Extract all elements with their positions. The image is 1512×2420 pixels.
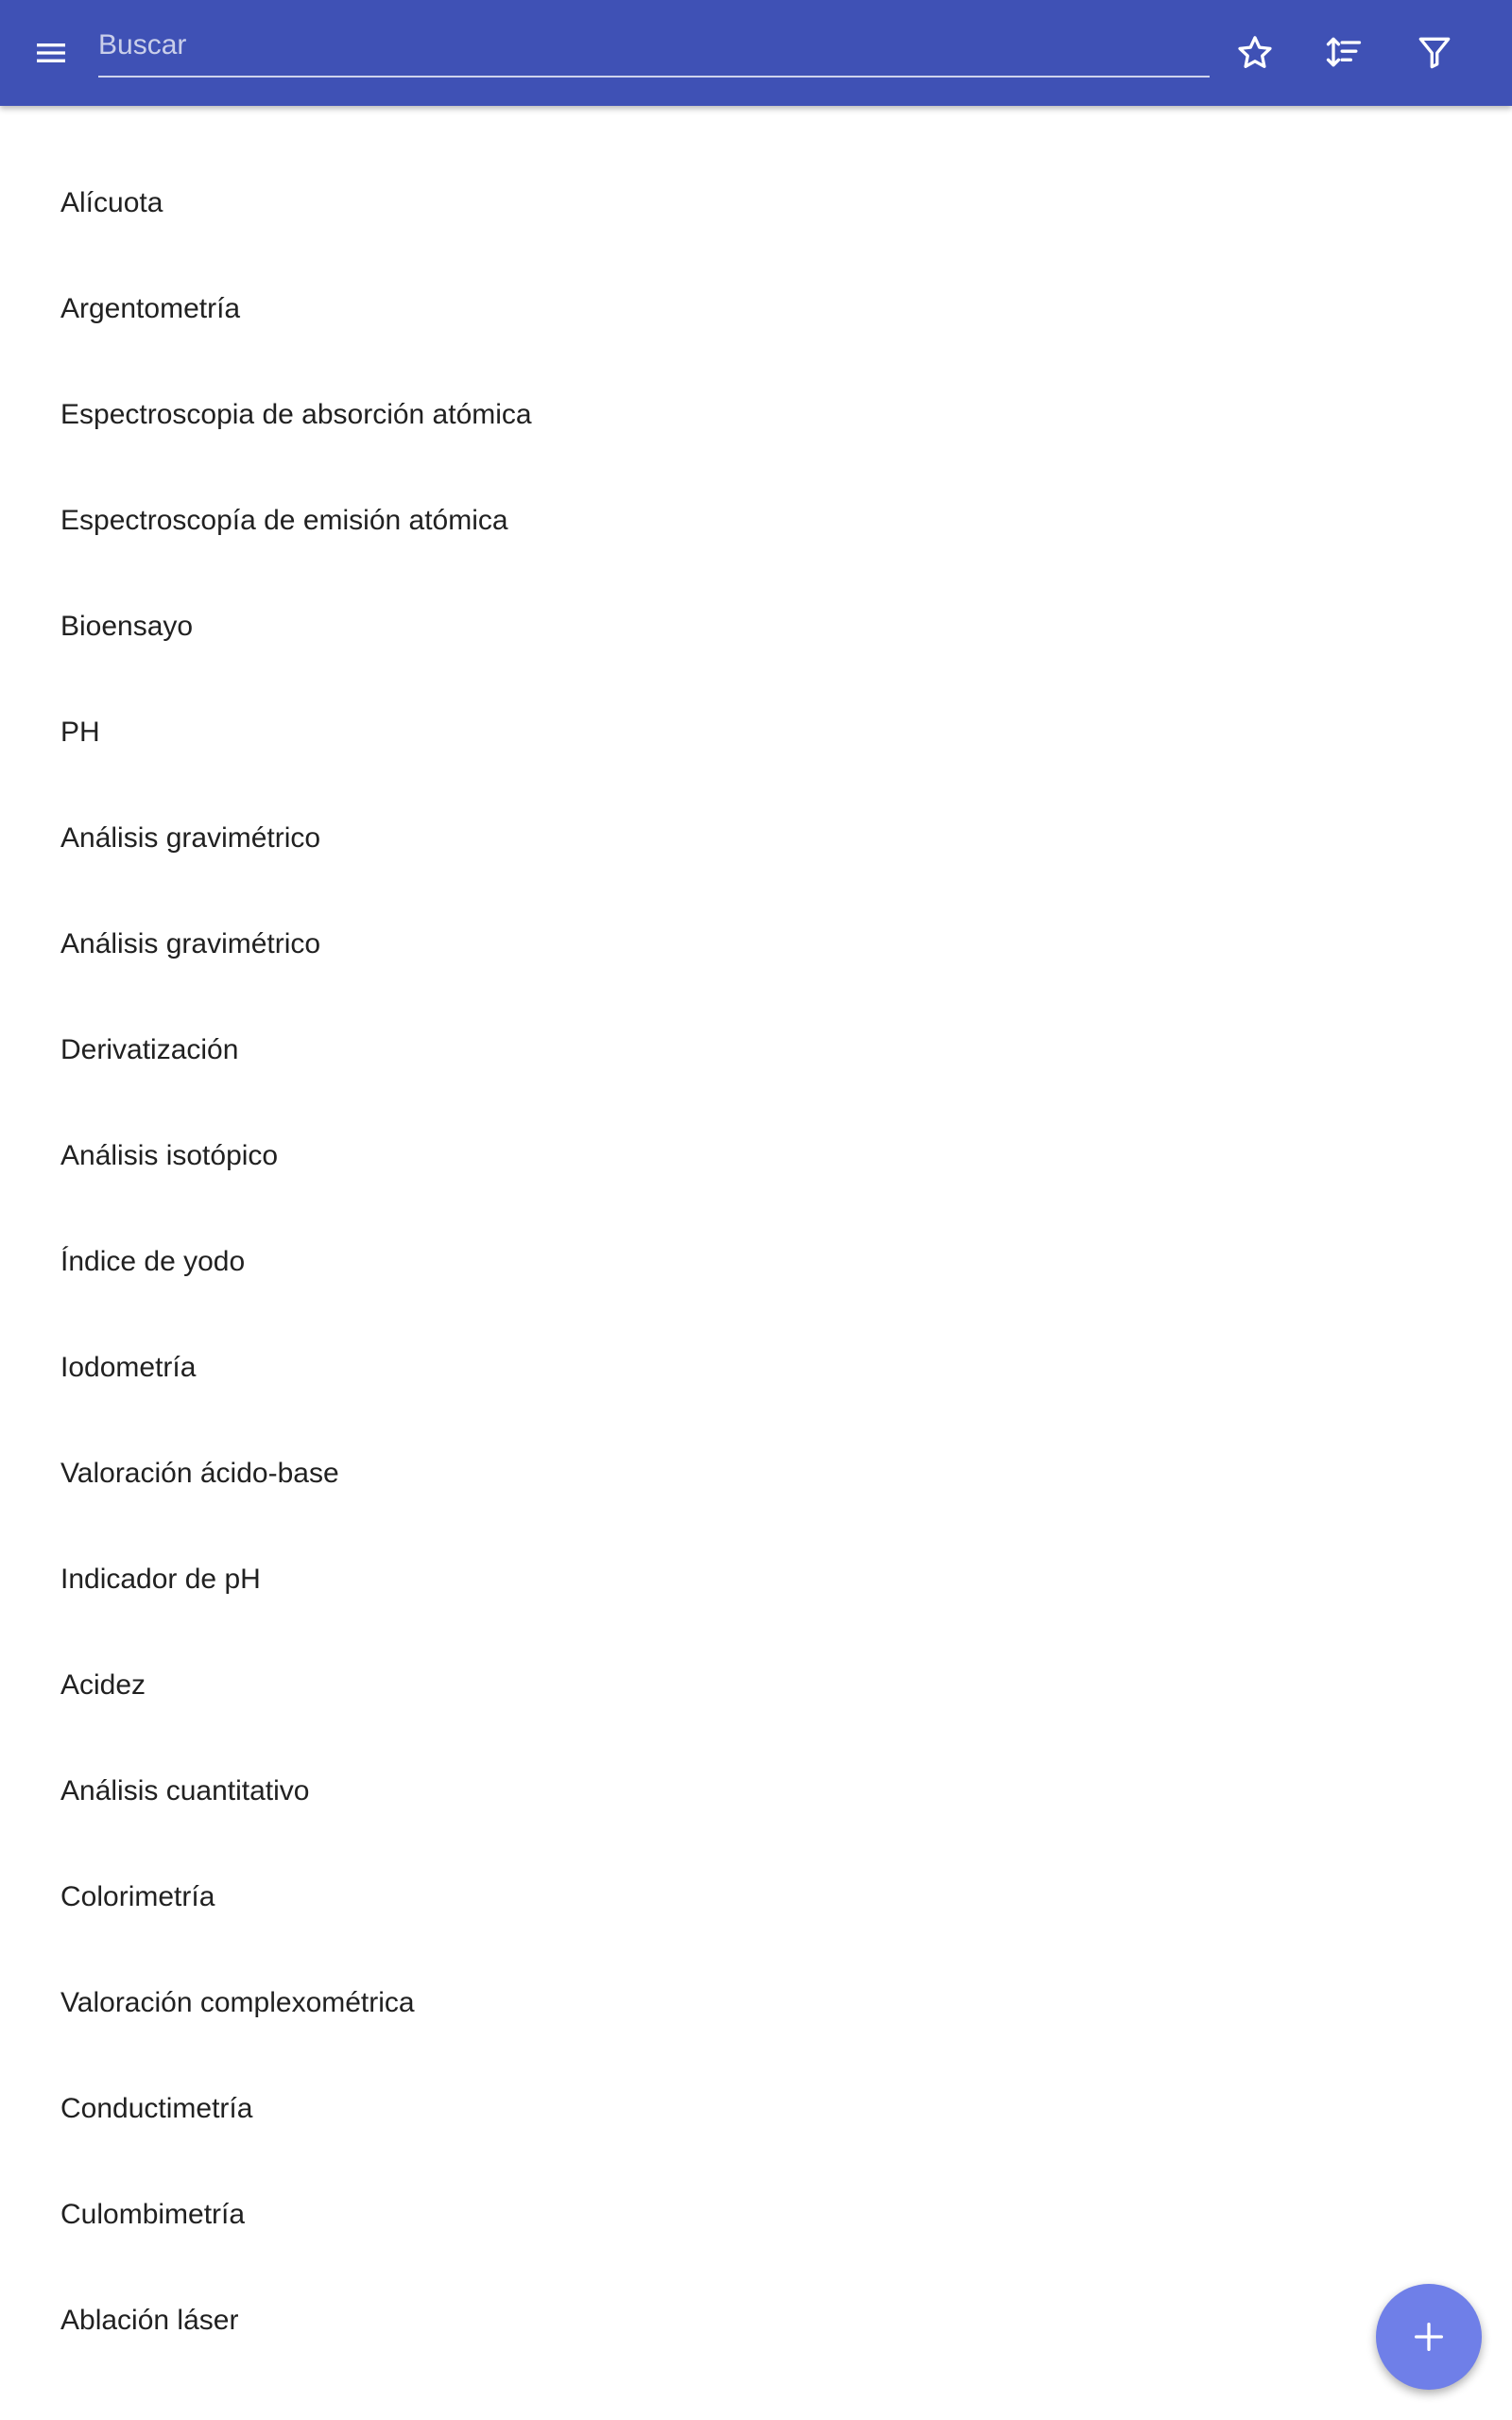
list-item[interactable]: Derivatización [60, 1034, 239, 1065]
list-item[interactable]: Acidez [60, 1669, 146, 1701]
list-item[interactable]: Análisis gravimétrico [60, 822, 321, 854]
filter-button[interactable] [1404, 23, 1465, 83]
list-item[interactable]: Colorimetría [60, 1881, 215, 1912]
list-item[interactable]: Índice de yodo [60, 1246, 246, 1277]
list-item[interactable]: Valoración ácido-base [60, 1458, 339, 1489]
list-item[interactable]: Conductimetría [60, 2093, 253, 2124]
list-item[interactable]: Análisis cuantitativo [60, 1775, 310, 1806]
favorites-button[interactable] [1225, 23, 1285, 83]
term-list [0, 106, 1512, 2374]
list-item[interactable]: Espectroscopia de absorción atómica [60, 399, 532, 430]
list-item[interactable]: Argentometría [60, 293, 241, 324]
menu-button[interactable] [21, 23, 81, 83]
list-item[interactable]: Análisis gravimétrico [60, 928, 321, 959]
list-item[interactable]: Espectroscopía de emisión atómica [60, 505, 508, 536]
sort-button[interactable] [1314, 23, 1374, 83]
list-item[interactable]: Ablación láser [60, 2305, 239, 2336]
sort-icon [1323, 32, 1365, 74]
search-field [98, 17, 1210, 78]
list-item[interactable]: Alícuota [60, 187, 163, 218]
menu-icon [32, 34, 70, 72]
add-button[interactable] [1376, 2284, 1482, 2390]
add-icon [1410, 2318, 1448, 2356]
list-item[interactable]: Bioensayo [60, 611, 194, 642]
top-app-bar [0, 0, 1512, 106]
star-outline-icon [1234, 32, 1276, 74]
list-item[interactable]: Análisis isotópico [60, 1140, 279, 1171]
search-input[interactable] [98, 17, 1210, 74]
list-item[interactable]: Valoración complexométrica [60, 1987, 415, 2018]
list-item[interactable]: Iodometría [60, 1352, 197, 1383]
list-item[interactable]: PH [60, 717, 100, 748]
list-item[interactable]: Culombimetría [60, 2199, 246, 2230]
filter-icon [1414, 32, 1455, 74]
list-item[interactable]: Indicador de pH [60, 1564, 261, 1595]
